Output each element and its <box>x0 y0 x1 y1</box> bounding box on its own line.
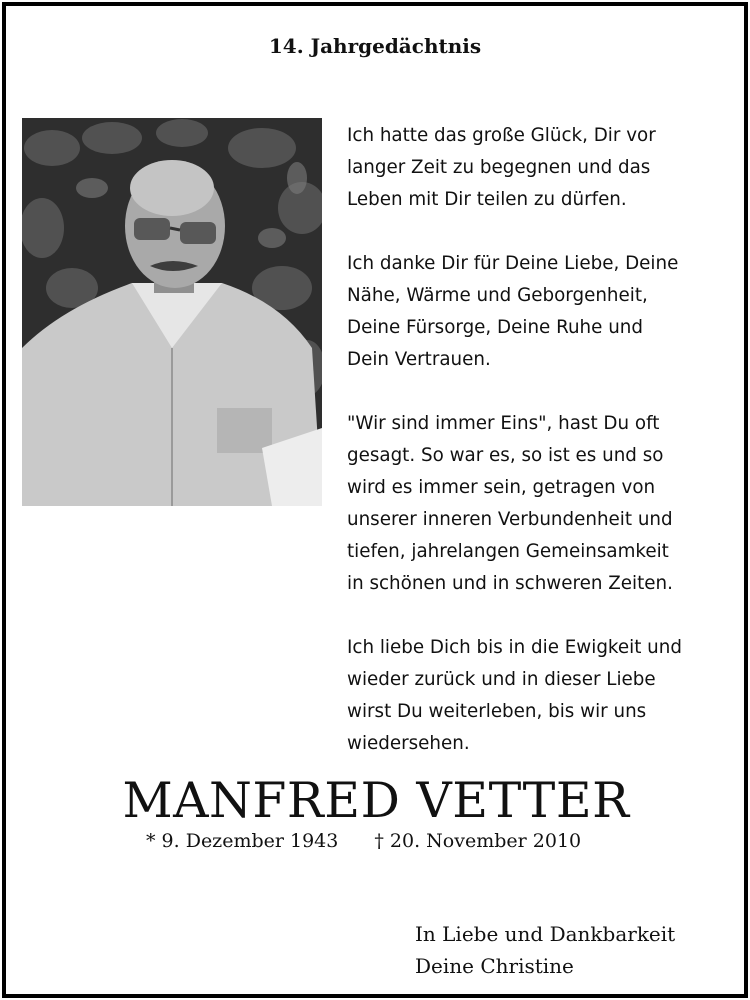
paragraph: Ich danke Dir für Deine Liebe, Deine Nähe, Wärme und Geborgenheit, Deine Fürsorge, Deine Ruhe und Dein Vertrauen. <box>347 253 679 370</box>
portrait-photo <box>22 118 322 506</box>
memorial-text <box>347 120 737 792</box>
death-date: † 20. November 2010 <box>374 830 582 852</box>
obituary-frame <box>2 2 748 998</box>
deceased-name: MANFRED VETTER <box>122 772 630 829</box>
birth-date: * 9. Dezember 1943 <box>146 830 339 852</box>
anniversary-heading: 14. Jahrgedächtnis <box>268 34 482 58</box>
life-dates <box>146 830 581 852</box>
signature <box>415 918 675 982</box>
signature-name: Deine Christine <box>415 954 574 978</box>
paragraph: Ich liebe Dich bis in die Ewigkeit und wieder zurück und in dieser Liebe wirst Du weiterleben, bis wir uns wiedersehen. <box>347 637 682 754</box>
paragraph: "Wir sind immer Eins", hast Du oft gesagt. So war es, so ist es und so wird es immer sein, getragen von unserer inneren Verbundenheit und tiefen, jahrelangen Gemeinsamkeit in schönen und in schweren Zeiten. <box>347 413 673 594</box>
signature-line: In Liebe und Dankbarkeit <box>415 922 676 946</box>
paragraph: Ich hatte das große Glück, Dir vor langer Zeit zu begegnen und das Leben mit Dir teilen zu dürfen. <box>347 125 656 210</box>
